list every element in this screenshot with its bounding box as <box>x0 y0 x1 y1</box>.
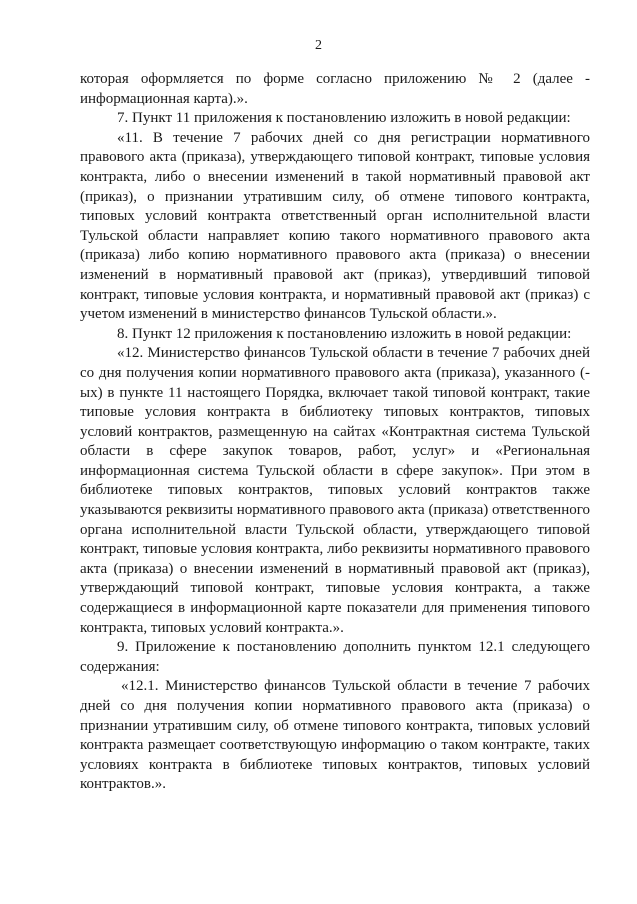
document-body <box>80 70 590 795</box>
paragraph-continuation: которая оформляется по форме согласно приложению № 2 (далее - информационная карта).». <box>80 71 590 107</box>
paragraph-clause-11: «11. В течение 7 рабочих дней со дня регистрации нормативного правового акта (приказа), утверждающего типовой контракт, типовые условия контракта, либо о внесении изменений в такой нормативный правовой акт (приказ), о признании утратившим силу, об отмене типового контракта, типовых условий контракта ответственный орган исполнительной власти Тульской области направляет копию такого нормативного правового акта (приказа) либо копию нормативного правового акта (приказа) о внесении изменений в нормативный правовой акт (приказ), утвердивший типовой контракт, типовые условия контракта, и нормативный правовой акт (приказ) с учетом изменений в министерство финансов Тульской области.». <box>80 129 590 323</box>
page-number: 2 <box>315 38 322 53</box>
paragraph-clause-12-1: «12.1. Министерство финансов Тульской области в течение 7 рабочих дней со дня получения копии нормативного правового акта (приказа) о признании утратившим силу, об отмене типового контракта, типовых условий контракта размещает соответствующую информацию о таком контракте, таких условиях контракта в библиотеке типовых контрактов, типовых условий контрактов.». <box>80 678 590 793</box>
paragraph-item-9: 9. Приложение к постановлению дополнить пунктом 12.1 следующего содержания: <box>80 639 590 675</box>
paragraph-clause-12: «12. Министерство финансов Тульской области в течение 7 рабочих дней со дня получения копии нормативного правового акта (приказа), указанного (-ых) в пункте 11 настоящего Порядка, включает такой типовой контракт, такие типовые условия контракта в библиотеку типовых контрактов, типовых условий контрактов, размещенную на сайтах «Контрактная система Тульской области в сфере закупок товаров, работ, услуг» и «Региональная информационная система Тульской области в сфере закупок». При этом в библиотеке типовых контрактов, типовых условий контрактов также указываются реквизиты нормативного правового акта (приказа) ответственного органа исполнительной власти Тульской области, утверждающего типовой контракт, типовые условия контракта, либо реквизиты нормативного правового акта (приказа) о внесении изменений в нормативный правовой акт (приказ), утверждающий типовой контракт, типовые условия контракта, а также содержащиеся в информационной карте показатели для применения типового контракта, типовых условий контракта.». <box>80 345 590 636</box>
paragraph-item-8: 8. Пункт 12 приложения к постановлению изложить в новой редакции: <box>117 325 572 342</box>
paragraph-item-7: 7. Пункт 11 приложения к постановлению изложить в новой редакции: <box>117 110 571 127</box>
